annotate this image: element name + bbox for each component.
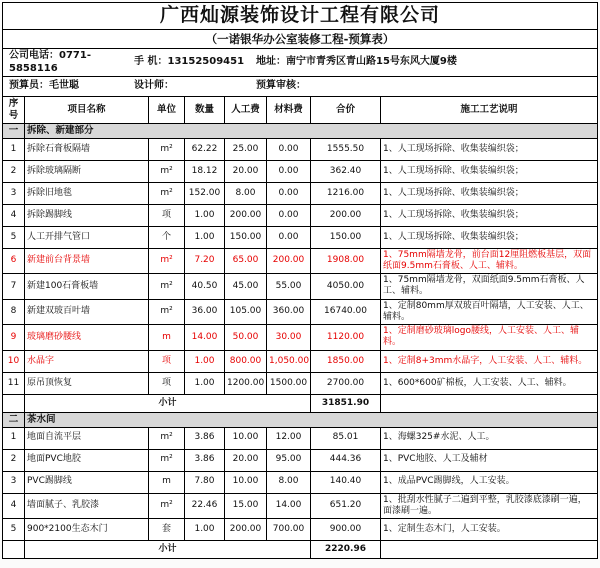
item-qty: 1.00 bbox=[185, 204, 225, 226]
item-labor: 150.00 bbox=[225, 226, 267, 248]
item-material: 0.00 bbox=[267, 160, 311, 182]
item-material: 0.00 bbox=[267, 226, 311, 248]
item-labor: 65.00 bbox=[225, 248, 267, 274]
subtotal-label: 小计 bbox=[25, 541, 311, 559]
section-title: 茶水间 bbox=[25, 412, 598, 427]
estimator-label: 预算员： bbox=[9, 80, 49, 92]
item-note: 1、定制8+3mm水晶字，人工安装、人工、辅料。 bbox=[381, 350, 598, 372]
item-material: 55.00 bbox=[267, 274, 311, 300]
section-title: 拆除、新建部分 bbox=[25, 123, 598, 138]
row-no: 1 bbox=[3, 427, 25, 449]
item-note: 1、75mm隔墙龙骨，前台面12厘阻燃板基层，双面纸面9.5mm石膏板、人工、辅料。 bbox=[381, 248, 598, 274]
budget-table bbox=[2, 2, 598, 559]
item-material: 360.00 bbox=[267, 299, 311, 325]
col-header-unit: 单位 bbox=[149, 97, 185, 124]
table-row bbox=[3, 204, 598, 226]
subtotal-row bbox=[3, 394, 598, 412]
company-phone bbox=[9, 50, 134, 75]
item-material: 0.00 bbox=[267, 182, 311, 204]
item-unit: m bbox=[149, 325, 185, 351]
item-name: 墙面腻子、乳胶漆 bbox=[25, 493, 149, 519]
item-labor: 10.00 bbox=[225, 471, 267, 493]
item-total: 150.00 bbox=[311, 226, 381, 248]
item-note: 1、批刮水性腻子二遍到平整，乳胶漆底漆刷一遍，面漆刷一遍。 bbox=[381, 493, 598, 519]
item-name: 玻璃磨砂腰线 bbox=[25, 325, 149, 351]
address-label: 地址： bbox=[256, 56, 286, 68]
subtotal-row bbox=[3, 541, 598, 559]
section-index: 二 bbox=[3, 412, 25, 427]
empty-cell bbox=[3, 394, 25, 412]
item-material: 12.00 bbox=[267, 427, 311, 449]
table-row bbox=[3, 160, 598, 182]
estimator-field bbox=[9, 80, 134, 93]
row-no: 2 bbox=[3, 449, 25, 471]
table-row bbox=[3, 248, 598, 274]
item-total: 444.36 bbox=[311, 449, 381, 471]
item-note: 1、定制80mm厚双玻百叶隔墙，人工安装、人工、辅料。 bbox=[381, 299, 598, 325]
row-no: 4 bbox=[3, 493, 25, 519]
item-total: 362.40 bbox=[311, 160, 381, 182]
table-header-row bbox=[3, 97, 598, 124]
personnel-row bbox=[3, 77, 598, 97]
item-note: 1、600*600矿棉板，人工安装、人工、辅料。 bbox=[381, 372, 598, 394]
item-name: 拆除玻璃隔断 bbox=[25, 160, 149, 182]
item-labor: 800.00 bbox=[225, 350, 267, 372]
section-header-row bbox=[3, 123, 598, 138]
item-name: 地面自流平层 bbox=[25, 427, 149, 449]
row-no: 7 bbox=[3, 274, 25, 300]
item-total: 85.01 bbox=[311, 427, 381, 449]
item-unit: 套 bbox=[149, 519, 185, 541]
item-unit: 个 bbox=[149, 226, 185, 248]
item-qty: 22.46 bbox=[185, 493, 225, 519]
col-header-qty: 数量 bbox=[185, 97, 225, 124]
row-no: 4 bbox=[3, 204, 25, 226]
item-total: 4050.00 bbox=[311, 274, 381, 300]
item-material: 8.00 bbox=[267, 471, 311, 493]
empty-cell bbox=[3, 541, 25, 559]
item-note: 1、PVC地胶、人工及辅材 bbox=[381, 449, 598, 471]
col-header-note: 施工工艺说明 bbox=[381, 97, 598, 124]
item-unit: m² bbox=[149, 182, 185, 204]
item-total: 1216.00 bbox=[311, 182, 381, 204]
item-labor: 1200.00 bbox=[225, 372, 267, 394]
row-no: 5 bbox=[3, 519, 25, 541]
item-note: 1、75mm隔墙龙骨，双面纸面9.5mm石膏板、人工、辅料。 bbox=[381, 274, 598, 300]
item-qty: 3.86 bbox=[185, 449, 225, 471]
item-unit: m² bbox=[149, 427, 185, 449]
item-labor: 15.00 bbox=[225, 493, 267, 519]
item-qty: 1.00 bbox=[185, 350, 225, 372]
item-labor: 200.00 bbox=[225, 204, 267, 226]
item-unit: m² bbox=[149, 274, 185, 300]
table-row bbox=[3, 226, 598, 248]
contact-row bbox=[3, 49, 598, 77]
item-material: 200.00 bbox=[267, 248, 311, 274]
table-row bbox=[3, 493, 598, 519]
table-row bbox=[3, 372, 598, 394]
project-subtitle: （一诺银华办公室装修工程-预算表） bbox=[3, 30, 598, 49]
item-name: 水晶字 bbox=[25, 350, 149, 372]
item-unit: 项 bbox=[149, 372, 185, 394]
item-labor: 25.00 bbox=[225, 138, 267, 160]
estimator-value: 毛世聪 bbox=[49, 80, 79, 92]
item-material: 95.00 bbox=[267, 449, 311, 471]
company-title: 广西灿源装饰设计工程有限公司 bbox=[3, 3, 598, 30]
company-address bbox=[256, 56, 595, 69]
item-qty: 3.86 bbox=[185, 427, 225, 449]
item-qty: 40.50 bbox=[185, 274, 225, 300]
phone-label: 公司电话： bbox=[9, 50, 59, 61]
item-unit: m² bbox=[149, 299, 185, 325]
item-total: 1120.00 bbox=[311, 325, 381, 351]
row-no: 9 bbox=[3, 325, 25, 351]
col-header-no: 序号 bbox=[3, 97, 25, 124]
empty-cell bbox=[381, 541, 598, 559]
table-row bbox=[3, 427, 598, 449]
item-total: 140.40 bbox=[311, 471, 381, 493]
item-note: 1、人工现场拆除、收集装编织袋； bbox=[381, 182, 598, 204]
table-row bbox=[3, 519, 598, 541]
row-no: 1 bbox=[3, 138, 25, 160]
designer-field bbox=[134, 80, 256, 93]
col-header-labor: 人工费 bbox=[225, 97, 267, 124]
item-name: 新建双玻百叶墙 bbox=[25, 299, 149, 325]
item-total: 1850.00 bbox=[311, 350, 381, 372]
row-no: 2 bbox=[3, 160, 25, 182]
item-qty: 18.12 bbox=[185, 160, 225, 182]
item-material: 1500.00 bbox=[267, 372, 311, 394]
row-no: 6 bbox=[3, 248, 25, 274]
item-name: 900*2100生态木门 bbox=[25, 519, 149, 541]
item-qty: 1.00 bbox=[185, 226, 225, 248]
mobile-phone bbox=[134, 56, 256, 69]
item-total: 2700.00 bbox=[311, 372, 381, 394]
item-qty: 7.20 bbox=[185, 248, 225, 274]
item-note: 1、成品PVC踢脚线，人工安装。 bbox=[381, 471, 598, 493]
row-no: 11 bbox=[3, 372, 25, 394]
review-field bbox=[256, 80, 595, 93]
item-material: 14.00 bbox=[267, 493, 311, 519]
item-note: 1、定制生态木门，人工安装。 bbox=[381, 519, 598, 541]
item-qty: 36.00 bbox=[185, 299, 225, 325]
item-total: 651.20 bbox=[311, 493, 381, 519]
item-material: 700.00 bbox=[267, 519, 311, 541]
item-name: 人工开排气管口 bbox=[25, 226, 149, 248]
item-total: 900.00 bbox=[311, 519, 381, 541]
item-qty: 152.00 bbox=[185, 182, 225, 204]
item-name: 新建前台背景墙 bbox=[25, 248, 149, 274]
item-qty: 62.22 bbox=[185, 138, 225, 160]
item-labor: 8.00 bbox=[225, 182, 267, 204]
item-unit: m² bbox=[149, 138, 185, 160]
item-name: 新建100石膏板墙 bbox=[25, 274, 149, 300]
empty-cell bbox=[381, 394, 598, 412]
item-unit: m² bbox=[149, 248, 185, 274]
row-no: 3 bbox=[3, 182, 25, 204]
table-row bbox=[3, 325, 598, 351]
col-header-name: 项目名称 bbox=[25, 97, 149, 124]
subtotal-value: 31851.90 bbox=[311, 394, 381, 412]
item-note: 1、人工现场拆除、收集装编织袋； bbox=[381, 204, 598, 226]
subtotal-label: 小计 bbox=[25, 394, 311, 412]
address-value: 南宁市青秀区青山路15号东风大厦9楼 bbox=[286, 56, 457, 68]
item-name: 原吊顶恢复 bbox=[25, 372, 149, 394]
item-labor: 105.00 bbox=[225, 299, 267, 325]
item-unit: m² bbox=[149, 493, 185, 519]
subtotal-value: 2220.96 bbox=[311, 541, 381, 559]
row-no: 5 bbox=[3, 226, 25, 248]
item-material: 1,050.00 bbox=[267, 350, 311, 372]
item-unit: 项 bbox=[149, 204, 185, 226]
item-name: 拆除踢脚线 bbox=[25, 204, 149, 226]
item-note: 1、人工现场拆除、收集装编织袋； bbox=[381, 226, 598, 248]
item-qty: 1.00 bbox=[185, 372, 225, 394]
mobile-value: 13152509451 bbox=[167, 56, 245, 68]
item-material: 0.00 bbox=[267, 138, 311, 160]
mobile-label: 手 机： bbox=[134, 56, 168, 68]
item-note: 1、定制磨砂玻璃logo腰线，人工安装、人工、辅料。 bbox=[381, 325, 598, 351]
phone-value: 0771-5858116 bbox=[9, 50, 91, 74]
item-qty: 7.80 bbox=[185, 471, 225, 493]
item-name: 拆除石膏板隔墙 bbox=[25, 138, 149, 160]
section-header-row bbox=[3, 412, 598, 427]
item-unit: m² bbox=[149, 449, 185, 471]
item-note: 1、人工现场拆除、收集装编织袋； bbox=[381, 138, 598, 160]
row-no: 10 bbox=[3, 350, 25, 372]
item-qty: 1.00 bbox=[185, 519, 225, 541]
table-row bbox=[3, 449, 598, 471]
table-row bbox=[3, 471, 598, 493]
table-row bbox=[3, 299, 598, 325]
item-name: PVC踢脚线 bbox=[25, 471, 149, 493]
item-total: 1555.50 bbox=[311, 138, 381, 160]
item-total: 16740.00 bbox=[311, 299, 381, 325]
item-qty: 14.00 bbox=[185, 325, 225, 351]
item-name: 地面PVC地胶 bbox=[25, 449, 149, 471]
item-labor: 45.00 bbox=[225, 274, 267, 300]
item-note: 1、人工现场拆除、收集装编织袋； bbox=[381, 160, 598, 182]
item-unit: m bbox=[149, 471, 185, 493]
item-note: 1、海螺325#水泥、人工。 bbox=[381, 427, 598, 449]
item-unit: 项 bbox=[149, 350, 185, 372]
item-material: 0.00 bbox=[267, 204, 311, 226]
table-row bbox=[3, 274, 598, 300]
item-total: 200.00 bbox=[311, 204, 381, 226]
item-total: 1908.00 bbox=[311, 248, 381, 274]
table-row bbox=[3, 182, 598, 204]
item-name: 拆除旧地毯 bbox=[25, 182, 149, 204]
item-labor: 20.00 bbox=[225, 160, 267, 182]
row-no: 8 bbox=[3, 299, 25, 325]
row-no: 3 bbox=[3, 471, 25, 493]
col-header-material: 材料费 bbox=[267, 97, 311, 124]
table-row bbox=[3, 138, 598, 160]
item-labor: 10.00 bbox=[225, 427, 267, 449]
item-labor: 50.00 bbox=[225, 325, 267, 351]
item-unit: m² bbox=[149, 160, 185, 182]
item-labor: 200.00 bbox=[225, 519, 267, 541]
table-row bbox=[3, 350, 598, 372]
section-index: 一 bbox=[3, 123, 25, 138]
item-material: 30.00 bbox=[267, 325, 311, 351]
col-header-total: 合价 bbox=[311, 97, 381, 124]
item-labor: 20.00 bbox=[225, 449, 267, 471]
review-label: 预算审核： bbox=[256, 80, 306, 92]
designer-label: 设计师： bbox=[134, 80, 174, 92]
